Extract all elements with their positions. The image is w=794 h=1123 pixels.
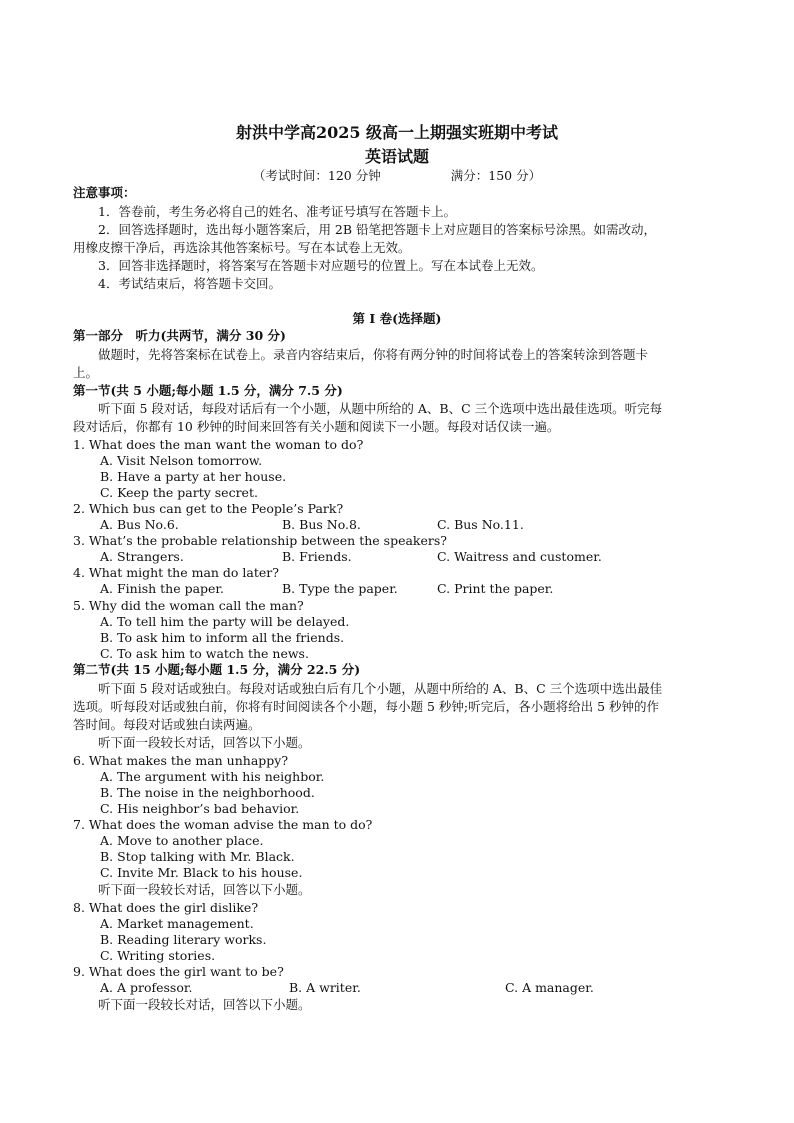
exam-meta [0,166,794,184]
option: C. A manager. [505,980,594,995]
option: B. The noise in the neighborhood. [100,785,315,800]
section2-heading: 第二节(共 15 小题;每小题 1.5 分，满分 22.5 分) [73,662,361,677]
section1-intro: 听下面 5 段对话，每段对话后有一个小题，从题中所给的 A、B、C 三个选项中选出最佳选项。听完每 [98,401,663,416]
note-item: 4．考试结束后，将答题卡交回。 [98,276,281,291]
volume-heading: 第 I 卷(选择题) [352,311,442,326]
option: B. To ask him to inform all the friends. [100,630,345,645]
option: A. Market management. [100,916,254,931]
option: B. Reading literary works. [100,932,267,947]
option: A. Bus No.6. [100,517,179,532]
question: 4. What might the man do later? [73,565,279,580]
question: 5. Why did the woman call the man? [73,598,304,613]
part1-intro: 上。 [73,365,99,380]
exam-subtitle: 英语试题 [364,147,429,166]
section2-intro: 听下面 5 段对话或独白。每段对话或独白后有几个小题，从题中所给的 A、B、C 三个选项中选出最佳 [98,681,663,696]
dialogue-instruction: 听下面一段较长对话，回答以下小题。 [98,882,311,897]
exam-title: 射洪中学高2025 级高一上期强实班期中考试 [235,123,559,142]
section2-intro: 答时间。每段对话或独白读两遍。 [73,717,261,732]
option: C. Writing stories. [100,948,216,963]
option: B. Bus No.8. [282,517,361,532]
dialogue-instruction: 听下面一段较长对话，回答以下小题。 [98,735,311,750]
question: 3. What’s the probable relationship between the speakers? [73,533,447,548]
option: C. His neighbor’s bad behavior. [100,801,300,816]
question: 8. What does the girl dislike? [73,900,259,915]
note-item: 1．答卷前，考生务必将自己的姓名、准考证号填写在答题卡上。 [98,204,456,219]
part1-heading: 第一部分 听力(共两节，满分 30 分) [73,328,286,343]
option: B. A writer. [289,980,361,995]
exam-score: 满分：150 分） [450,168,542,183]
part1-intro: 做题时，先将答案标在试卷上。录音内容结束后，你将有两分钟的时间将试卷上的答案转涂到答题卡 [98,347,649,362]
option: C. Invite Mr. Black to his house. [100,865,303,880]
option: C. Bus No.11. [437,517,524,532]
dialogue-instruction: 听下面一段较长对话，回答以下小题。 [98,997,311,1012]
note-item: 用橡皮擦干净后，再选涂其他答案标号。写在本试卷上无效。 [73,240,411,255]
option: B. Stop talking with Mr. Black. [100,849,295,864]
option: B. Friends. [282,549,352,564]
question: 1. What does the man want the woman to do? [73,437,364,452]
option: A. The argument with his neighbor. [100,769,325,784]
section2-intro: 选项。听每段对话或独白前，你将有时间阅读各个小题，每小题 5 秒钟;听完后，各小题将给出 5 秒钟的作 [73,699,660,714]
option: B. Type the paper. [282,581,398,596]
option: A. Visit Nelson tomorrow. [100,453,263,468]
note-item: 3．回答非选择题时，将答案写在答题卡对应题号的位置上。写在本试卷上无效。 [98,258,544,273]
option: A. Finish the paper. [100,581,225,596]
option: A. Strangers. [100,549,184,564]
question: 9. What does the girl want to be? [73,964,284,979]
option: A. A professor. [100,980,193,995]
option: B. Have a party at her house. [100,469,287,484]
question: 6. What makes the man unhappy? [73,753,289,768]
note-item: 2．回答选择题时，选出每小题答案后，用 2B 铅笔把答题卡上对应题目的答案标号涂黑。如需改动， [98,222,657,237]
question: 2. Which bus can get to the People’s Park? [73,501,344,516]
notes-heading: 注意事项： [73,185,136,200]
option: A. Move to another place. [100,833,264,848]
section1-heading: 第一节(共 5 小题;每小题 1.5 分，满分 7.5 分) [73,383,343,398]
option: C. Waitress and customer. [437,549,602,564]
option: C. Keep the party secret. [100,485,258,500]
option: C. To ask him to watch the news. [100,646,309,661]
option: A. To tell him the party will be delayed. [100,614,350,629]
exam-time: （考试时间：120 分钟 [252,168,381,183]
question: 7. What does the woman advise the man to do? [73,817,373,832]
section1-intro: 段对话后，你都有 10 秒钟的时间来回答有关小题和阅读下一小题。每段对话仅读一遍。 [73,419,560,434]
option: C. Print the paper. [437,581,554,596]
